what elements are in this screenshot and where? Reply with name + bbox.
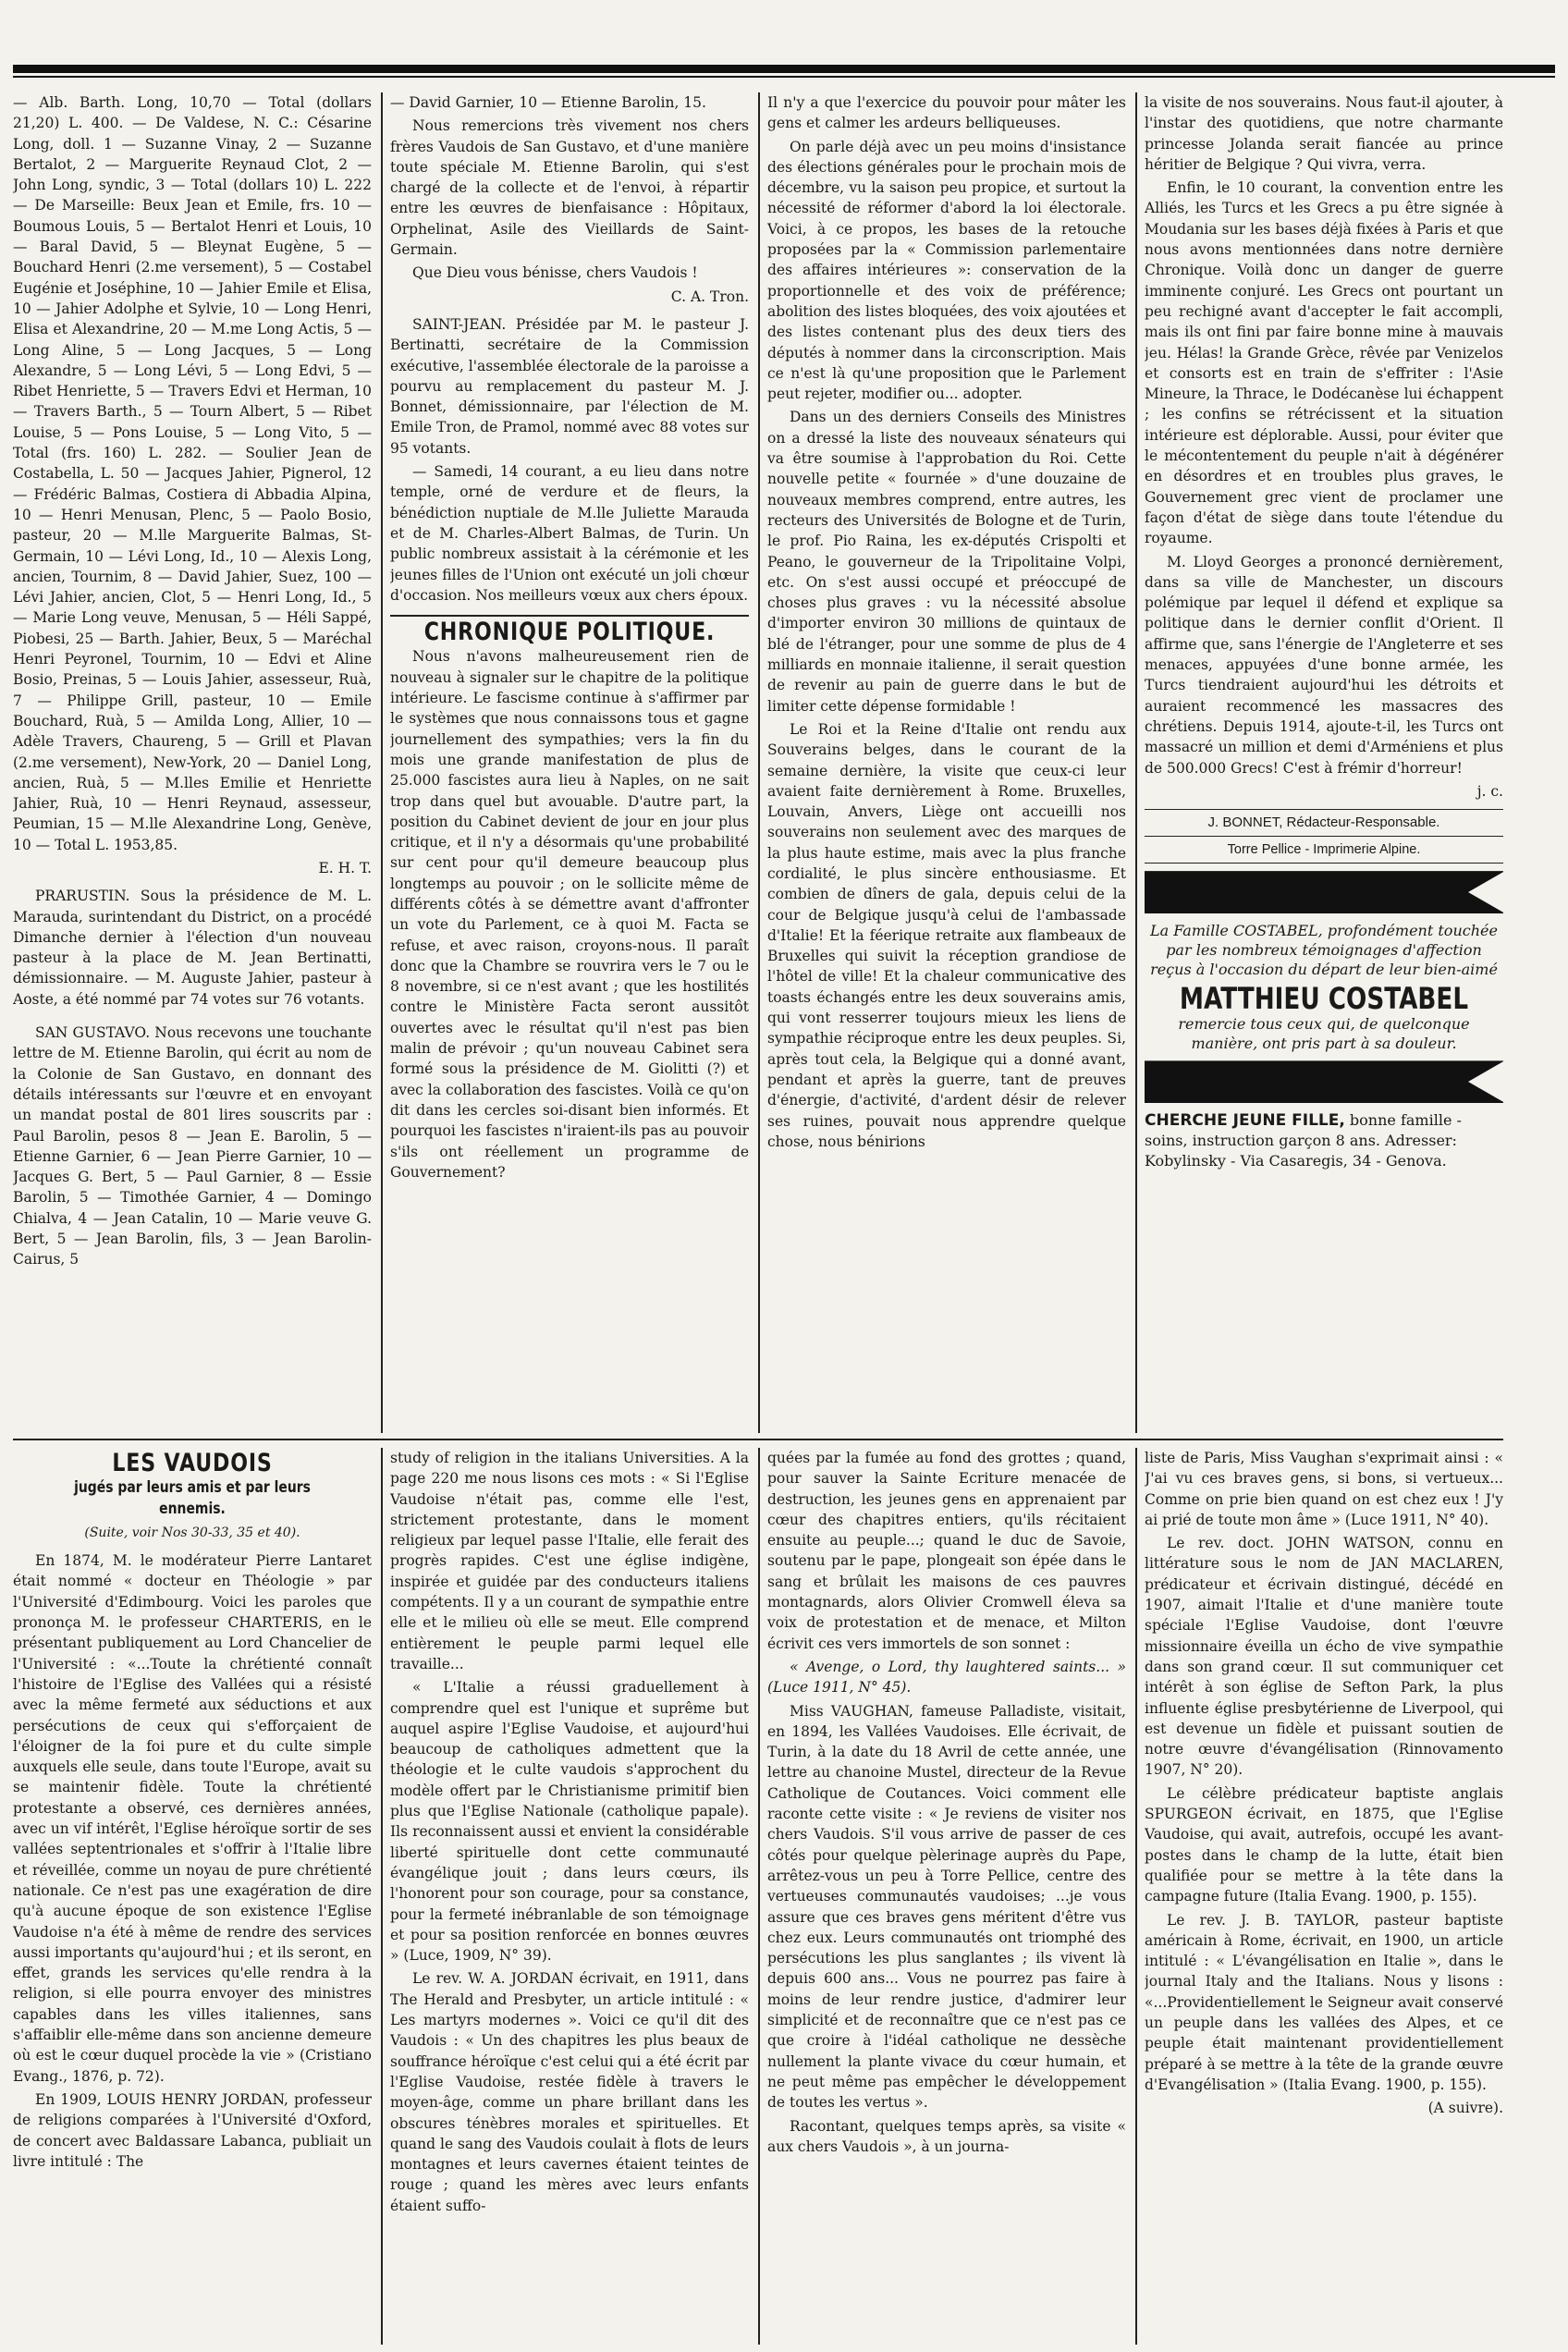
signature-eht: E. H. T. <box>318 859 372 876</box>
column-3-bottom <box>767 1448 1126 2345</box>
column-4-bottom <box>1145 1448 1503 2345</box>
vaudois-title: LES VAUDOIS <box>112 1449 273 1477</box>
column-2-bottom <box>390 1448 749 2345</box>
article-paragraph: Le célèbre prédicateur baptiste anglais SPURGEON écrivait, en 1875, que l'Eglise Vaudoise, qui avait, autrefois, occupé les avant-postes dans le champ de la lutte, était bien qualifiée pour se mettre à la tête dans la campagne future (Italia Evang. 1900, p. 155). <box>1145 1784 1503 1905</box>
column-3-top <box>767 92 1126 1433</box>
article-paragraph: « L'Italie a réussi graduellement à comprendre quel est l'unique et suprême but auquel aspire l'Eglise Vaudoise, et aujourd'hui beaucoup de catholiques admettent que la théologie et le culte vaudois s'approchent du modèle offert par le Christianisme primitif bien plus que l'Eglise Nationale (catholique papale). Ils reconnaissent aussi et envient la considérable liberté spirituelle dont cette communauté évangélique jouit ; dans leurs cœurs, ils l'honorent pour son courage, pour sa constance, pour la fermeté inébranlable de son témoignage et pour sa position renforcée en bonnes œuvres » (Luce, 1909, N° 39). <box>390 1679 749 1965</box>
column-1-top <box>13 92 372 1433</box>
column-1-bottom <box>13 1448 372 2345</box>
chronique-paragraph: Le Roi et la Reine d'Italie ont rendu aux Souverains belges, dans le courant de la semaine dernière, la visite que ceux-ci leur avaient faite dernièrement à Rome. Bruxelles, Louvain, Anvers, Liège ont accueilli nos souverains non seulement avec des marques de la plus haute estime, mais avec la plus franche cordialité, le plus sincère enthousiasme. Et combien de dîners de gala, depuis celui de la cour de Belgique jusqu'à celui de l'ambassade d'Italie! Et la féerique retraite aux flambeaux de Bruxelles qui suivit la réception grandiose de l'hôtel de ville! Et la chaleur communicative des toasts échangés entre les deux souverains amis, qui vont resserrer toujours mieux les liens de sympathie réciproque entre les deux peuples. Si, après tout cela, la Belgique qui a donné avant, pendant et après la guerre, tant de preuves d'énergie, d'activité, d'ardent désir de relever ses ruines, pouvait nous apprendre quelque chose, nous bénirions <box>767 720 1126 1150</box>
article-paragraph: Le rev. J. B. TAYLOR, pasteur baptiste américain à Rome, écrivait, en 1900, un article intitulé : « L'évangélisation en Italie », dans le journal Italy and the Italians. Nous y lisons : «...Providentiellement le Seigneur avait conservé un peuple dans les vallées des Alpes, et ce peuple était maintenant providentiellement préparé à se mettre à la tête de la grande œuvre d'Evangélisation » (Italia Evang. 1900, p. 155). <box>1145 1911 1503 2093</box>
column-divider <box>1135 1448 1137 2345</box>
article-paragraph: study of religion in the italians Universities. A la page 220 me nous lisons ces mots : « Si l'Eglise Vaudoise n'était pas, comme elle l'est, strictement protestante, dans le moment religieux par lequel passe l'Italie, elle ferait des progrès rapides. C'est une église indigène, inspirée et guidée par des conducteurs italiens compétents. Il y a un courant de sympathie entre elle et le milieu où elle se meut. Elle comprend entièrement le peuple parmi lequel elle travaille... <box>390 1450 749 1672</box>
signature-jc: j. c. <box>1476 782 1503 800</box>
printer-rule-mid <box>1145 836 1503 837</box>
signature-tron: C. A. Tron. <box>670 288 749 305</box>
news-san-gustavo: SAN GUSTAVO. Nous recevons une touchante lettre de M. Etienne Barolin, qui écrit au nom de la Colonie de San Gustavo, en donnant des détails intéressants sur l'œuvre et en envoyant un mandat postal de 801 lires souscrits par : Paul Barolin, pesos 8 — Jean E. Barolin, 5 — Etienne Garnier, 6 — Jean Pierre Garnier, 10 — Jacques G. Bert, 5 — Paul Garnier, 8 — Essie Barolin, 5 — Timothée Garnier, 4 — Domingo Chialva, 4 — Jean Catalin, 10 — Marie veuve G. Bert, 5 — Jean Barolin, fils, 3 — Jean Barolin-Cairus, 5 <box>13 1024 372 1268</box>
news-paragraph: Que Dieu vous bénisse, chers Vaudois ! <box>412 264 698 282</box>
article-paragraph: Racontant, quelques temps après, sa visite « aux chers Vaudois », à un journa- <box>767 2117 1126 2155</box>
printer-line: Torre Pellice - Imprimerie Alpine. <box>1227 842 1421 858</box>
printer-rule <box>1145 809 1503 810</box>
chronique-title: CHRONIQUE POLITIQUE. <box>423 618 716 647</box>
ad-heading: CHERCHE JEUNE FILLE, <box>1145 1111 1345 1131</box>
classified-ad <box>1145 1110 1503 1171</box>
column-2-top <box>390 92 749 1433</box>
news-paragraph: — David Garnier, 10 — Etienne Barolin, 15. <box>390 94 706 111</box>
column-4-top <box>1145 92 1503 1433</box>
chronique-paragraph: On parle déjà avec un peu moins d'insistance des élections générales pour le prochain mois de décembre, vu la saison peu propice, et surtout la nécessité de réformer d'abord la loi électorale. Voici, à ce propos, les bases de la retouche proposées par la « Commission parlementaire des affaires intérieures »: conservation de la proportionnelle et des voix de préférence; abolition des listes bloquées, des voix ajoutées et des listes contenant plus des deux tiers des députés à nommer dans la circonscription. Mais ce n'est là qu'une proposition que le Parlement peut rejeter, modifier ou... adopter. <box>767 138 1126 403</box>
news-saint-jean: SAINT-JEAN. Présidée par M. le pasteur J. Bertinatti, secrétaire de la Commission exécutive, l'assemblée électorale de la paroisse a pourvu au remplacement du pasteur M. J. Bonnet, démissionnaire, par l'élection de M. Emile Tron, de Pramol, nommé avec 88 votes sur 95 votants. <box>390 315 749 457</box>
article-quote: « Avenge, o Lord, thy laughtered saints... » (Luce 1911, N° 45). <box>767 1658 1126 1697</box>
article-paragraph: quées par la fumée au fond des grottes ; quand, pour sauver la Sainte Ecriture menacée de destruction, les jeunes gens en apprenaient par cœur des chapitres entiers, qu'ils récitaient ensuite au peuple...; quand le duc de Savoie, soutenu par le pape, plongeait son épée dans le sang et brûlait les maisons de ces pauvres montagnards, alors Olivier Cromwell éleva sa voix de protestation et de menace, et Milton écrivit ces vers immortels de son sonnet : <box>767 1450 1126 1652</box>
chronique-paragraph: Nous n'avons malheureusement rien de nouveau à signaler sur le chapitre de la politique intérieure. Le fascisme continue à s'affirmer par le systèmes que nous connaissons tous et gagne journellement des sympathies; vers la fin du mois une grande manifestation de plus de 25.000 fascistes aura lieu à Naples, on ne sait trop dans quel but avouable. D'autre part, la position du Cabinet devient de jour en jour plus critique, et il n'y a désormais qu'une probabilité sur cent pour qu'il demeure beaucoup plus longtemps au pouvoir ; on le sollicite même de différents côtés à se démettre avant d'affronter un vote du Parlement, ce à quoi M. Facta se refuse, et avec raison, croyons-nous. Il paraît donc que la Chambre se rouvrira vers le 7 ou le 8 novembre, si ce n'est avant ; que les hostilités contre le Ministère Facta seront aussitôt ouvertes avec le résultat qu'il n'est pas bien malin de prévoir ; qu'un nouveau Cabinet sera formé sous la présidence de M. Giolitti (?) et avec la collaboration des fascistes. Voilà ce qu'on dit dans les cercles soi-disant bien informés. Et pourquoi les fascistes n'iraient-ils pas au pouvoir s'ils ont réellement un programme de Gouvernement? <box>390 648 749 1181</box>
to-be-continued: (A suivre). <box>1427 2100 1503 2117</box>
article-paragraph: Le rev. W. A. JORDAN écrivait, en 1911, dans The Herald and Presbyter, un article intitulé : « Les martyrs modernes ». Voici ce qu'il dit des Vaudois : « Un des chapitres les plus beaux de souffrance héroïque c'est celui qui a été écrit par l'Eglise Vaudoise, restée fidèle à travers le moyen-âge, comme un phare brillant dans les obscures ténèbres morales et spirituelles. Et quand le sang des Vaudois coulait à flots de leurs montagnes et leurs cavernes étaient teintes de rouge ; quand les mères avec leurs enfants étaient suffo- <box>390 1970 749 2214</box>
mourning-notice-thanks: remercie tous ceux qui, de quelconque manière, ont pris part à sa douleur. <box>1178 1015 1470 1053</box>
donation-list: — Alb. Barth. Long, 10,70 — Total (dollars 21,20) L. 400. — De Valdese, N. C.: Césarine Long, doll. 1 — Suzanne Vinay, 2 — Suzanne Bertalot, 2 — Marguerite Reynaud Clot, 2 — John Long, syndic, 3 — Total (dollars 10) L. 222 — De Marseille: Beux Jean et Emile, frs. 10 — Boumous Louis, 5 — Bertalot Henri et Louis, 10 — Baral David, 5 — Bleynat Eugène, 5 — Bouchard Henri (2.me versement), 5 — Costabel Eugénie et Joséphine, 10 — Jahier Emile et Elisa, 10 — Jahier Adolphe et Sylvie, 10 — Long Henri, Elisa et Alexandrine, 20 — M.me Long Actis, 5 — Long Aline, 5 — Long Jacques, 5 — Long Alexandre, 5 — Long Lévi, 5 — Long Edvi, 5 — Ribet Henriette, 5 — Travers Edvi et Herman, 10 — Travers Barth., 5 — Tourn Albert, 5 — Ribet Louise, 5 — Pons Louise, 5 — Long Vito, 5 — Total (frs. 160) L. 282. — Soulier Jean de Costabella, L. 50 — Jacques Jahier, Pignerol, 12 — Frédéric Balmas, Costiera di Abbadia Alpina, 10 — Henri Menusan, Plenc, 5 — Paolo Bosio, pasteur, 20 — M.lle Marguerite Balmas, St-Germain, 10 — Lévi Long, Id., 10 — Alexis Long, ancien, Tournim, 8 — David Jahier, Suez, 100 — Lévi Jahier, ancien, Clot, 5 — Henri Long, Id., 5 — Marie Long veuve, Menusan, 5 — Héli Sappé, Piobesi, 25 — Barth. Jahier, Beux, 5 — Maréchal Henri Peyronel, Tournim, 10 — Edvi et Aline Bosio, Preinas, 5 — Louis Jahier, assesseur, Ruà, 7 — Philippe Grill, pasteur, 10 — Emile Bouchard, Ruà, 5 — Amilda Long, Allier, 10 — Adèle Travers, Chaureng, 5 — Grill et Plavan (2.me versement), New-York, 20 — Daniel Long, ancien, Ruà, 5 — M.lles Emilie et Henriette Jahier, Ruà, 10 — Henri Reynaud, assesseur, Peumian, 15 — M.lle Alexandrine Long, Genève, 10 — Total L. 1953,85. <box>13 94 372 853</box>
news-paragraph: — Samedi, 14 courant, a eu lieu dans notre temple, orné de verdure et de fleurs, la bénédiction nuptiale de M.lle Juliette Marauda et de M. Charles-Albert Balmas, de Turin. Un public nombreux assistait à la cérémonie et les jeunes filles de l'Union ont exécuté un joli chœur d'occasion. Nos meilleurs vœux aux chers époux. <box>390 463 749 604</box>
chronique-paragraph: la visite de nos souverains. Nous faut-il ajouter, à l'instar des quotidiens, que notre charmante princesse Jolanda serait fiancée au prince héritier de Belgique ? Qui vivra, verra. <box>1145 94 1503 173</box>
column-divider <box>381 92 383 1433</box>
masthead-rule <box>13 65 1555 73</box>
mourning-band-top <box>1145 871 1503 913</box>
mourning-notice-text: La Famille COSTABEL, profondément touchée par les nombreux témoignages d'affection reçus à l'occasion du départ de leur bien-aimé <box>1150 922 1498 979</box>
section-divider <box>13 1439 1503 1440</box>
vaudois-subtitle: jugés par leurs amis et par leurs ennemis. <box>74 1478 311 1518</box>
chronique-paragraph: Dans un des derniers Conseils des Ministres on a dressé la liste des nouveaux sénateurs qui va être soumise à l'approbation du Roi. Cette nouvelle petite « fournée » d'une douzaine de nouveaux membres comprend, entre autres, les recteurs des Universités de Bologne et de Turin, le prof. Pio Raina, les ex-députés Crispolti et Peano, le gouverneur de la Tripolitaine Volpi, etc. On s'est aussi occupé et préoccupé de choses plus graves : vu la nécessité absolue d'importer environ 30 millions de quintaux de blé de l'étranger, pour une somme de plus de 4 milliards en monnaie italienne, il serait question de revenir au pain de guerre dans le but de limiter cette dépense formidable ! <box>767 409 1126 715</box>
article-paragraph: Le rev. doct. JOHN WATSON, connu en littérature sous le nom de JAN MACLAREN, prédicateur et écrivain distingué, décédé en 1907, aimait l'Italie et d'une manière toute spéciale l'Eglise Vaudoise, dont l'œuvre missionnaire éveilla un écho de vive sympathie dans son grand cœur. Il sut communiquer cet intérêt à son église de Sefton Park, la plus influente église presbytérienne de Liverpool, qui est devenue un fidèle et puissant soutien de notre œuvre d'évangélisation (Rinnovamento 1907, N° 20). <box>1145 1535 1503 1779</box>
column-divider <box>758 1448 760 2345</box>
news-prarustin: PRARUSTIN. Sous la présidence de M. L. Marauda, surintendant du District, on a procédé Dimanche dernier à l'élection d'un nouveau pasteur à la place de M. Jean Bertinatti, démissionnaire. — M. Auguste Jahier, pasteur à Aoste, a été nommé par 74 votes sur 76 votants. <box>13 888 372 1008</box>
column-divider <box>758 92 760 1433</box>
column-divider <box>381 1448 383 2345</box>
ad-body: bonne famille - soins, instruction garçon 8 ans. Adresser: Kobylinsky - Via Casaregis, 34 - Genova. <box>1145 1111 1462 1170</box>
news-paragraph: Nous remercions très vivement nos chers frères Vaudois de San Gustavo, et d'une manière toute spéciale M. Etienne Barolin, qui s'est chargé de la collecte et de l'envoi, à répartir entre les œuvres de bienfaisance : Hôpitaux, Orphelinat, Asile des Vieillards de Saint-Germain. <box>390 117 749 259</box>
article-paragraph: En 1909, LOUIS HENRY JORDAN, professeur de religions comparées à l'Université d'Oxford, de concert avec Baldassare Labanca, publiait un livre intitulé : The <box>13 2090 372 2170</box>
chronique-paragraph: M. Lloyd Georges a prononcé dernièrement, dans sa ville de Manchester, un discours polémique par lequel il défend et explique sa politique dans le dernier conflit d'Orient. Il affirme que, sans l'énergie de l'Angleterre et ses menaces, appuyées d'une bonne armée, les Turcs tiendraient aujourd'hui les détroits et auraient recommencé les massacres des chrétiens. Depuis 1914, ajoute-t-il, les Turcs ont massacré un million et demi d'Arméniens et plus de 500.000 Grecs! C'est à frémir d'horreur! <box>1145 553 1503 777</box>
masthead-rule-thin <box>13 76 1555 78</box>
section-rule <box>390 615 749 617</box>
editor-line: J. BONNET, Rédacteur-Responsable. <box>1207 815 1440 831</box>
article-paragraph: Miss VAUGHAN, fameuse Palladiste, visitait, en 1894, les Vallées Vaudoises. Elle écrivait, de Turin, à la date du 18 Avril de cette année, une lettre au chanoine Mustel, directeur de la Revue Catholique de Coutances. Voici comment elle raconte cette visite : « Je reviens de visiter nos chers Vaudois. S'il vous arrive de passer de ces côtés pour quelque pèlerinage auprès du Pape, arrêtez-vous un peu à Torre Pellice, centre des vertueuses communautés vaudoises; ...je vous assure que ces braves gens méritent d'être vus chez eux. Leurs communautés ont triomphé des persécutions les plus sanglantes ; ils vivent là depuis 600 ans... Vous ne pourrez pas faire à moins de leur rendre justice, d'admirer leur simplicité et de reconnaître que ce n'est pas ce que croire à l'idéal catholique ne dessèche nullement la plante vivace du cœur humain, et ne peut même pas empêcher le développement de toutes les vertus ». <box>767 1702 1126 2112</box>
mourning-band-bottom <box>1145 1060 1503 1103</box>
vaudois-continued: (Suite, voir Nos 30-33, 35 et 40). <box>84 1525 300 1540</box>
printer-box <box>1145 814 1503 859</box>
chronique-paragraph: Il n'y a que l'exercice du pouvoir pour mâter les gens et calmer les ardeurs belliqueuses. <box>767 94 1126 132</box>
article-paragraph: liste de Paris, Miss Vaughan s'exprimait ainsi : « J'ai vu ces braves gens, si bons, si vertueux... Comme on prie bien quand on est chez eux ! J'y ai prié de toute mon âme » (Luce 1911, N° 40). <box>1145 1450 1503 1528</box>
article-paragraph: En 1874, M. le modérateur Pierre Lantaret était nommé « docteur en Théologie » par l'Université d'Edimbourg. Voici les paroles que prononça M. le professeur CHARTERIS, en le présentant publiquement au Lord Chancelier de l'Université : «...Toute la chrétienté connaît l'histoire de l'Eglise des Vallées qui a résisté avec la même fermeté aux séductions et aux persécutions de ceux qui s'efforçaient de l'éloigner de la foi pure et du culte simple auxquels elle seule, dans toute l'Europe, avait su se maintenir fidèle. Toute la chrétienté protestante a observé, ces dernières années, avec un vif intérêt, l'Eglise héroïque sortir de ses vallées septentrionales et s'offrir à l'Italie libre et réveillée, comme un noyau de pure chrétienté nationale. Ce n'est pas une exagération de dire qu'à aucune époque de son existence l'Eglise Vaudoise n'a été à même de rendre des services aussi importants qu'aujourd'hui ; et ils seront, en effet, grands les services qu'elle rendra à la religion, si elle pourra envoyer des ministres capables dans les villes italiennes, sans s'affaiblir elle-même dans son ancienne demeure où est le cœur duquel procède la vie » (Cristiano Evang., 1876, p. 72). <box>13 1552 372 2085</box>
chronique-paragraph: Enfin, le 10 courant, la convention entre les Alliés, les Turcs et les Grecs a pu être signée à Moudania sur les bases déjà fixées à Paris et que nous avons mentionnées dans notre dernière Chronique. Voilà donc un danger de guerre imminente conjuré. Les Grecs ont pourtant un peu rechigné avant d'accepter le fait accompli, mais ils ont fini par faire bonne mine à mauvais jeu. Hélas! la Grande Grèce, rêvée par Venizelos et consorts est en train de s'effriter : l'Asie Mineure, la Thrace, le Dodécanèse lui échappent ; les confins se rétrécissent et la situation intérieure est déplorable. Aussi, pour éviter que le mécontentement du peuple n'ait à dégénérer en désordres et en troubles plus graves, le Gouvernement grec vient de proclamer une façon d'état de siège dans toute l'étendue du royaume. <box>1145 179 1503 547</box>
printer-rule-bottom <box>1145 863 1503 864</box>
column-divider <box>1135 92 1137 1433</box>
deceased-name: MATTHIEU COSTABEL <box>1179 981 1469 1017</box>
